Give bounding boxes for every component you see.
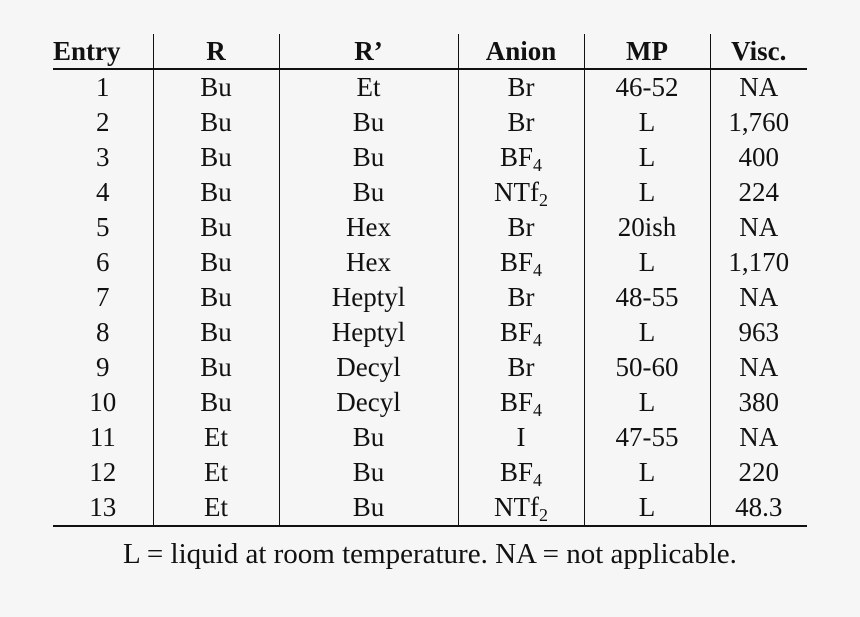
- cell-r: Et: [153, 420, 279, 455]
- cell-viscosity: NA: [710, 280, 807, 315]
- cell-entry: 7: [96, 282, 110, 312]
- anion-formula: BF: [499, 317, 534, 347]
- table-row: [53, 490, 807, 526]
- cell-anion: [458, 315, 584, 350]
- cell-mp: 50-60: [584, 350, 710, 385]
- cell-viscosity: NA: [710, 210, 807, 245]
- cell-r-prime: Bu: [279, 490, 458, 526]
- cell-anion: [458, 385, 584, 420]
- cell-mp: 47-55: [584, 420, 710, 455]
- cell-mp: L: [584, 455, 710, 490]
- cell-entry: 2: [96, 107, 110, 137]
- cell-viscosity: 400: [710, 140, 807, 175]
- anion-formula: Br: [507, 352, 535, 382]
- cell-mp: L: [584, 490, 710, 526]
- cell-entry: 8: [96, 317, 110, 347]
- col-header-mp: MP: [584, 34, 710, 69]
- cell-anion: [458, 350, 584, 385]
- cell-viscosity: NA: [710, 350, 807, 385]
- cell-r: Bu: [153, 385, 279, 420]
- table-row: [53, 175, 807, 210]
- cell-entry: 4: [96, 177, 110, 207]
- cell-mp: 48-55: [584, 280, 710, 315]
- anion-subscript: 4: [533, 330, 543, 350]
- table-row: [53, 280, 807, 315]
- cell-r-prime: Bu: [279, 140, 458, 175]
- cell-viscosity: 380: [710, 385, 807, 420]
- cell-r: Bu: [153, 140, 279, 175]
- cell-anion: [458, 69, 584, 105]
- cell-anion: [458, 490, 584, 526]
- cell-r-prime: Bu: [279, 455, 458, 490]
- cell-anion: [458, 105, 584, 140]
- cell-entry: 3: [96, 142, 110, 172]
- cell-anion: [458, 420, 584, 455]
- cell-r: Bu: [153, 245, 279, 280]
- anion-subscript: 4: [533, 400, 543, 420]
- cell-r: Bu: [153, 280, 279, 315]
- cell-r: Bu: [153, 105, 279, 140]
- col-header-viscosity: Visc.: [710, 34, 807, 69]
- cell-anion: [458, 280, 584, 315]
- cell-viscosity: 224: [710, 175, 807, 210]
- anion-formula: BF: [499, 247, 534, 277]
- cell-r-prime: Bu: [279, 175, 458, 210]
- cell-entry: 6: [96, 247, 110, 277]
- table-row: [53, 350, 807, 385]
- table-row: [53, 385, 807, 420]
- cell-r: Bu: [153, 69, 279, 105]
- cell-entry: 13: [53, 490, 153, 526]
- anion-formula: Br: [507, 107, 535, 137]
- cell-viscosity: 48.3: [710, 490, 807, 526]
- cell-viscosity: 220: [710, 455, 807, 490]
- table-body: [53, 69, 807, 526]
- cell-r-prime: Decyl: [279, 385, 458, 420]
- anion-formula: BF: [499, 457, 534, 487]
- anion-formula: Br: [507, 212, 535, 242]
- cell-r: Bu: [153, 350, 279, 385]
- cell-mp: L: [584, 175, 710, 210]
- cell-r-prime: Et: [279, 69, 458, 105]
- anion-subscript: 4: [533, 470, 543, 490]
- cell-anion: [458, 455, 584, 490]
- cell-r-prime: Bu: [279, 105, 458, 140]
- cell-r-prime: Bu: [279, 420, 458, 455]
- cell-viscosity: NA: [710, 420, 807, 455]
- cell-r-prime: Hex: [279, 245, 458, 280]
- anion-subscript: 4: [533, 155, 543, 175]
- cell-viscosity: 963: [710, 315, 807, 350]
- anion-formula: BF: [499, 142, 534, 172]
- anion-subscript: 2: [538, 190, 548, 210]
- anion-formula: BF: [499, 387, 534, 417]
- cell-r-prime: Heptyl: [279, 280, 458, 315]
- anion-formula: NTf: [494, 177, 539, 207]
- cell-r: Et: [153, 455, 279, 490]
- cell-viscosity: 1,760: [710, 105, 807, 140]
- cell-mp: 46-52: [584, 69, 710, 105]
- anion-formula: Br: [507, 72, 535, 102]
- cell-viscosity: 1,170: [710, 245, 807, 280]
- anion-formula: Br: [507, 282, 535, 312]
- anion-subscript: 4: [533, 260, 543, 280]
- cell-viscosity: NA: [710, 69, 807, 105]
- cell-r-prime: Heptyl: [279, 315, 458, 350]
- col-header-entry: Entry: [53, 34, 153, 69]
- cell-entry: 5: [96, 212, 110, 242]
- cell-r: Bu: [153, 210, 279, 245]
- cell-mp: L: [584, 245, 710, 280]
- cell-mp: L: [584, 140, 710, 175]
- cell-mp: L: [584, 385, 710, 420]
- cell-anion: [458, 245, 584, 280]
- anion-formula: I: [516, 422, 526, 452]
- data-table: [53, 34, 807, 527]
- cell-mp: 20ish: [584, 210, 710, 245]
- cell-mp: L: [584, 315, 710, 350]
- header-row: [53, 34, 807, 69]
- cell-anion: [458, 140, 584, 175]
- table-row: [53, 105, 807, 140]
- table-row: [53, 245, 807, 280]
- cell-anion: [458, 210, 584, 245]
- cell-r-prime: Hex: [279, 210, 458, 245]
- table-row: [53, 315, 807, 350]
- cell-entry: 1: [96, 72, 110, 102]
- footnote: L = liquid at room temperature. NA = not applicable.: [123, 538, 737, 570]
- table-row: [53, 455, 807, 490]
- cell-r: Et: [153, 490, 279, 526]
- cell-entry: 10: [89, 387, 117, 417]
- cell-mp: L: [584, 105, 710, 140]
- col-header-anion: Anion: [458, 34, 584, 69]
- cell-r: Bu: [153, 175, 279, 210]
- cell-r: Bu: [153, 315, 279, 350]
- cell-entry: 11: [89, 422, 116, 452]
- col-header-r: R: [153, 34, 279, 69]
- cell-anion: [458, 175, 584, 210]
- table-row: [53, 210, 807, 245]
- col-header-r-prime: R’: [279, 34, 458, 69]
- anion-formula: NTf: [494, 492, 539, 522]
- table-row: [53, 69, 807, 105]
- anion-subscript: 2: [538, 505, 548, 525]
- table-row: [53, 420, 807, 455]
- cell-entry: 9: [96, 352, 110, 382]
- cell-entry: 12: [89, 457, 117, 487]
- table-row: [53, 140, 807, 175]
- cell-r-prime: Decyl: [279, 350, 458, 385]
